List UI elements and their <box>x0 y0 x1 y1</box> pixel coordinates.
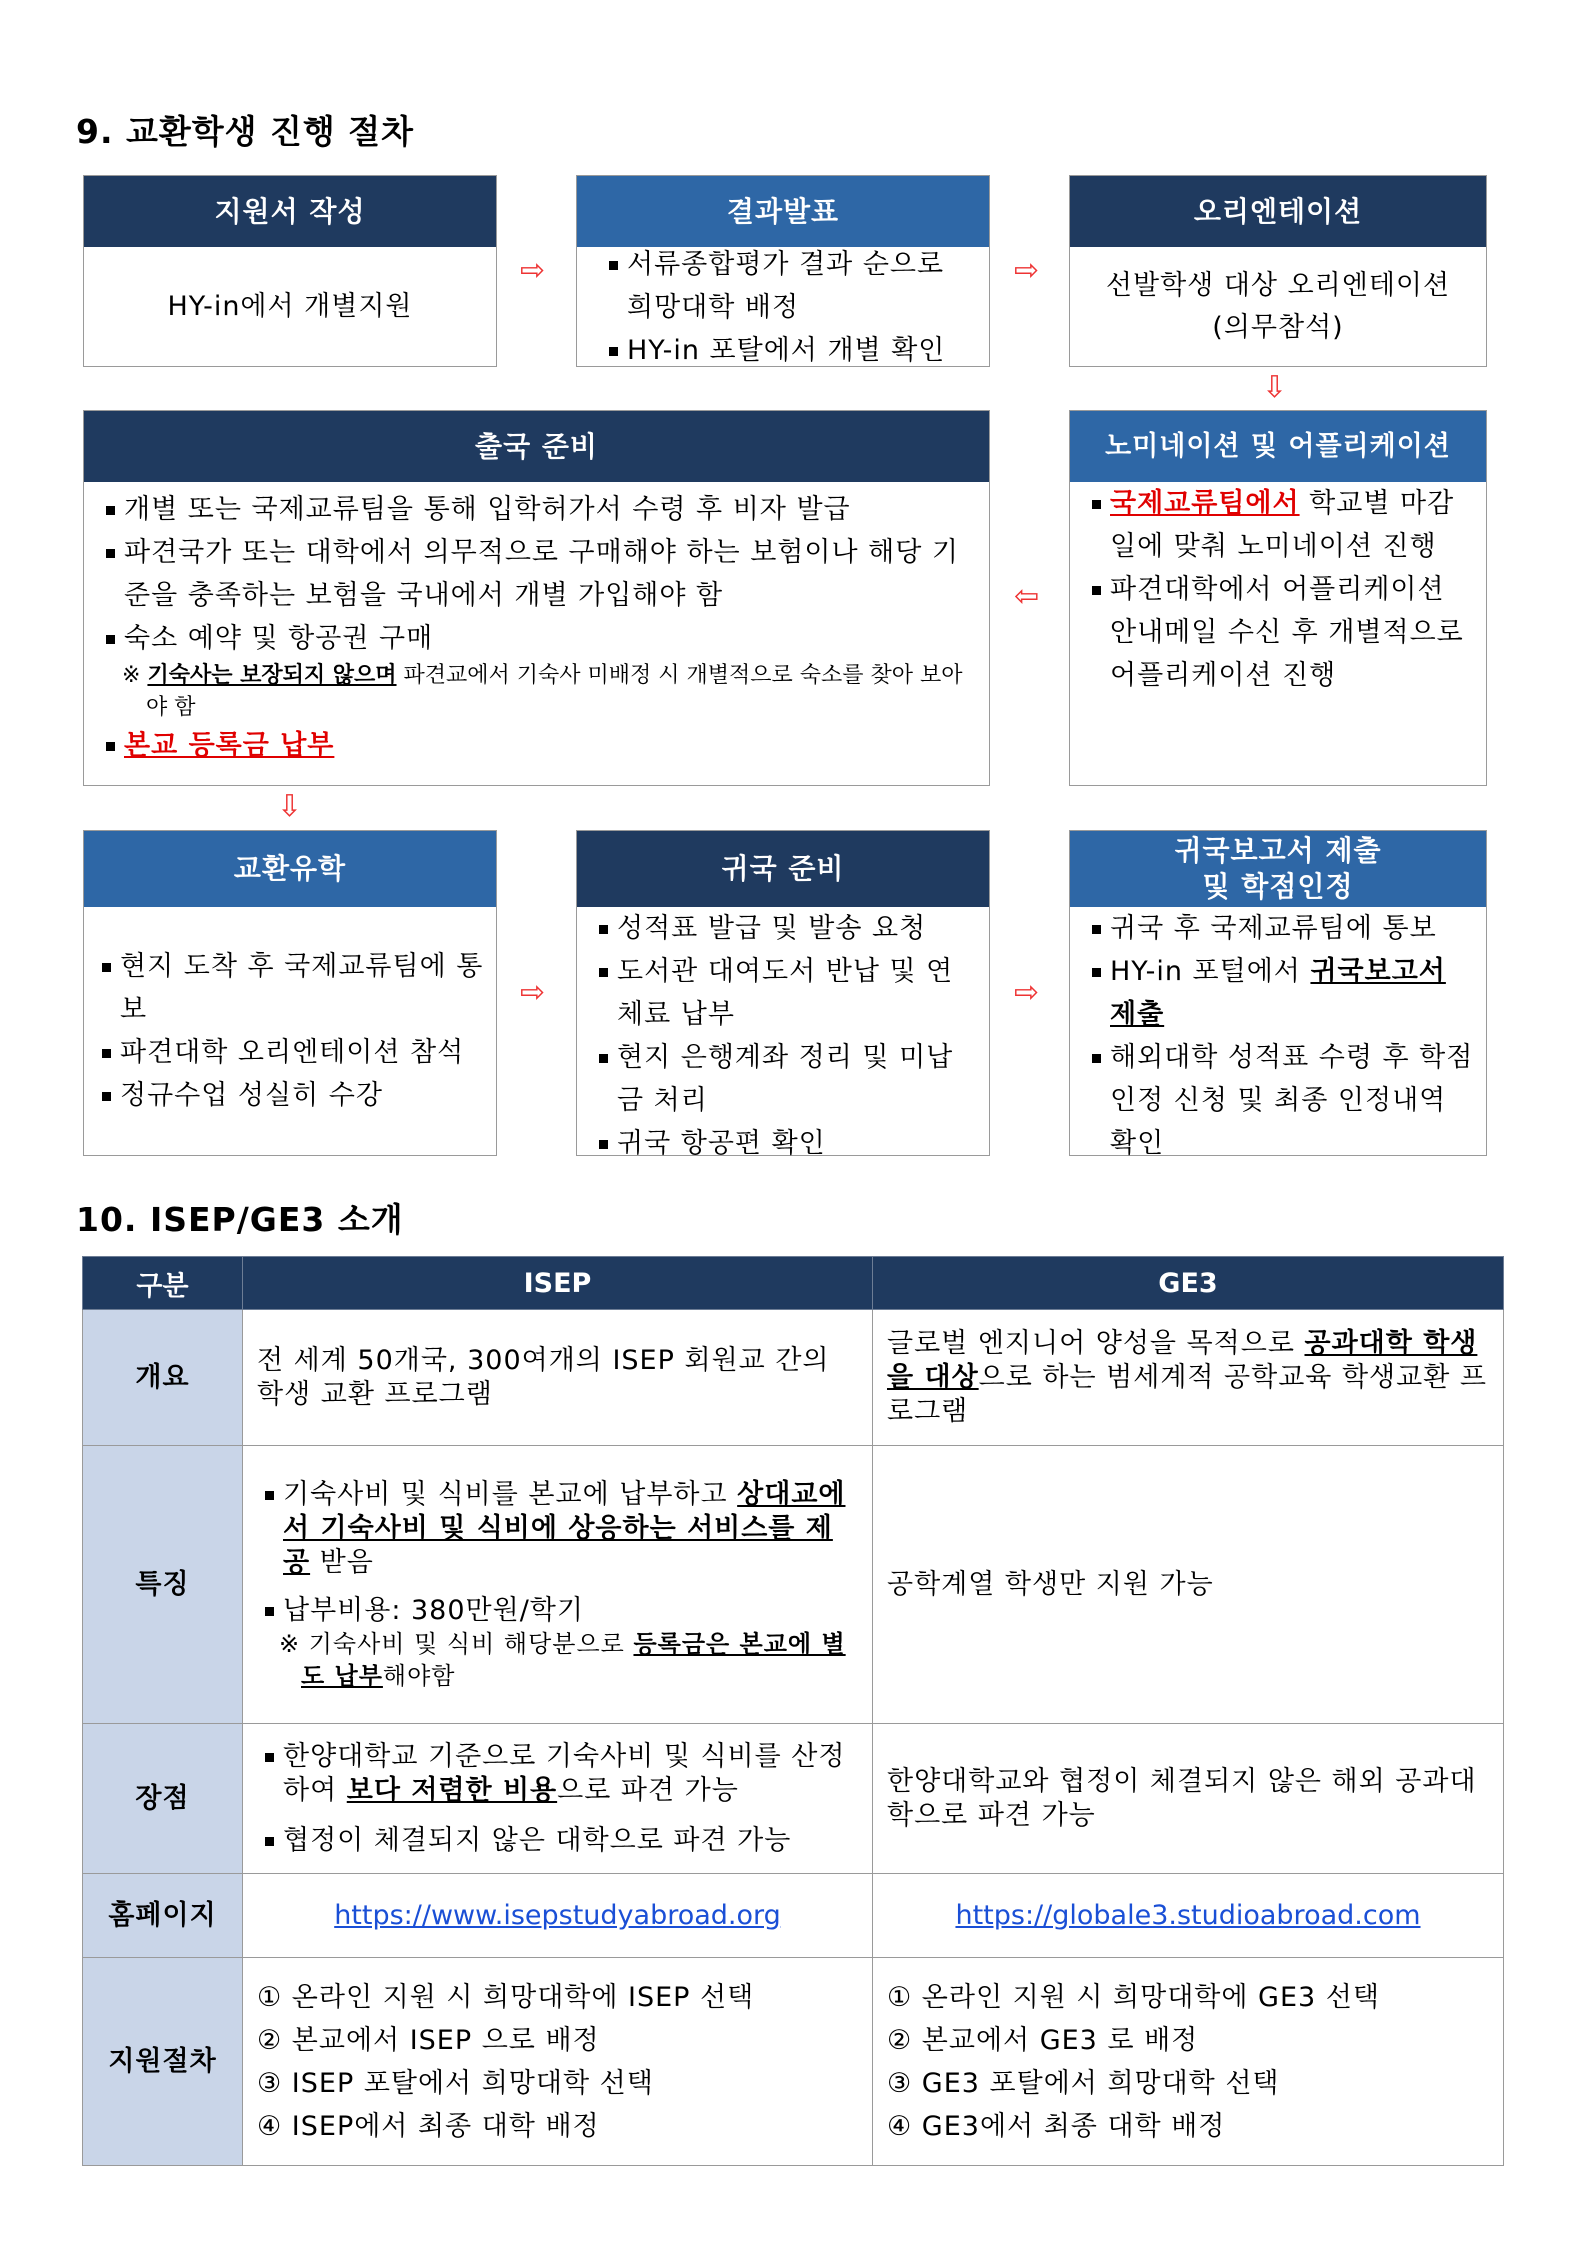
departure-item-tuition: 본교 등록금 납부 <box>102 724 975 767</box>
procedure-isep-step: ③ ISEP 포탈에서 희망대학 선택 <box>257 2067 654 2099</box>
col-header-isep: ISEP <box>243 1257 873 1310</box>
nomination-item: 국제교류팀에서 학교별 마감일에 맞춰 노미네이션 진행 <box>1088 482 1472 568</box>
exchange-item: 정규수업 성실히 수강 <box>98 1074 488 1117</box>
advantages-isep-item: 한양대학교 기준으로 기숙사비 및 식비를 산정하여 보다 저렴한 비용으로 파견 가능 <box>261 1740 858 1808</box>
arrow-right-icon: ⇨ <box>520 975 546 1010</box>
step-return-report <box>1069 830 1487 1159</box>
exchange-item: 파견대학 오리엔테이션 참석 <box>98 1031 488 1074</box>
isep-ge3-table <box>82 1256 1504 2166</box>
procedure-ge3-step: ① 온라인 지원 시 희망대학에 GE3 선택 <box>887 1981 1380 2013</box>
step-application <box>83 175 497 367</box>
procedure-isep-step: ② 본교에서 ISEP 으로 배정 <box>257 2024 600 2056</box>
advantages-ge3: 한양대학교와 협정이 체결되지 않은 해외 공과대학으로 파견 가능 <box>873 1724 1504 1874</box>
row-label-features: 특징 <box>83 1446 243 1724</box>
section-10-title: 10. ISEP/GE3 소개 <box>76 1200 404 1239</box>
features-ge3: 공학계열 학생만 지원 가능 <box>873 1446 1504 1724</box>
procedure-isep-step: ① 온라인 지원 시 희망대학에 ISEP 선택 <box>257 1981 755 2013</box>
overview-ge3: 글로벌 엔지니어 양성을 목적으로 공과대학 학생을 대상으로 하는 범세계적 공학교육 학생교환 프로그램 <box>873 1310 1504 1446</box>
features-isep-item: 납부비용: 380만원/학기 <box>261 1594 858 1628</box>
arrow-down-icon: ⇩ <box>277 789 303 824</box>
step-departure-prep <box>83 410 990 786</box>
results-item: HY-in 포탈에서 개별 확인 <box>605 329 961 372</box>
step-application-header: 지원서 작성 <box>84 176 496 247</box>
procedure-isep-step: ④ ISEP에서 최종 대학 배정 <box>257 2110 600 2142</box>
arrow-right-icon: ⇨ <box>1014 975 1040 1010</box>
step-return-report-header: 귀국보고서 제출 및 학점인정 <box>1070 831 1486 907</box>
row-label-overview: 개요 <box>83 1310 243 1446</box>
departure-item: 파견국가 또는 대학에서 의무적으로 구매해야 하는 보험이나 해당 기준을 충족하는 보험을 국내에서 개별 가입해야 함 <box>102 531 975 617</box>
advantages-isep-item: 협정이 체결되지 않은 대학으로 파견 가능 <box>261 1824 858 1858</box>
departure-item: 숙소 예약 및 항공권 구매 <box>102 617 975 660</box>
col-header-ge3: GE3 <box>873 1257 1504 1310</box>
col-header-category: 구분 <box>83 1257 243 1310</box>
arrow-right-icon: ⇨ <box>1014 253 1040 288</box>
results-item: 서류종합평가 결과 순으로 희망대학 배정 <box>605 243 961 329</box>
departure-note: ※ 기숙사는 보장되지 않으며 파견교에서 기숙사 미배정 시 개별적으로 숙소를 찾아 보아야 함 <box>122 663 963 720</box>
overview-isep: 전 세계 50개국, 300여개의 ISEP 회원교 간의 학생 교환 프로그램 <box>243 1310 873 1446</box>
report-item: HY-in 포털에서 귀국보고서 제출 <box>1088 950 1474 1036</box>
step-results <box>576 175 990 367</box>
step-nomination-header: 노미네이션 및 어플리케이션 <box>1070 411 1486 482</box>
report-item: 귀국 후 국제교류팀에 통보 <box>1088 907 1474 950</box>
ge3-homepage-link[interactable]: https://globale3.studioabroad.com <box>955 1899 1421 1931</box>
features-isep <box>243 1446 873 1724</box>
arrow-left-icon: ⇦ <box>1014 579 1040 614</box>
features-isep-item: 기숙사비 및 식비를 본교에 납부하고 상대교에서 기숙사비 및 식비에 상응하는 서비스를 제공 받음 <box>261 1478 858 1580</box>
orientation-line: 선발학생 대상 오리엔테이션 <box>1105 269 1451 301</box>
procedure-ge3-step: ④ GE3에서 최종 대학 배정 <box>887 2110 1226 2142</box>
step-exchange-study <box>83 830 497 1156</box>
exchange-item: 현지 도착 후 국제교류팀에 통보 <box>98 945 488 1031</box>
return-item: 도서관 대여도서 반납 및 연체료 납부 <box>595 950 975 1036</box>
procedure-ge3-step: ② 본교에서 GE3 로 배정 <box>887 2024 1199 2056</box>
arrow-right-icon: ⇨ <box>520 253 546 288</box>
return-item: 현지 은행계좌 정리 및 미납금 처리 <box>595 1036 975 1122</box>
step-nomination <box>1069 410 1487 786</box>
step-departure-prep-header: 출국 준비 <box>84 411 989 482</box>
arrow-down-icon: ⇩ <box>1262 370 1288 405</box>
row-label-advantages: 장점 <box>83 1724 243 1874</box>
section-9-title: 9. 교환학생 진행 절차 <box>76 112 414 151</box>
report-item: 해외대학 성적표 수령 후 학점인정 신청 및 최종 인정내역 확인 <box>1088 1036 1474 1165</box>
step-orientation-header: 오리엔테이션 <box>1070 176 1486 247</box>
return-item: 귀국 항공편 확인 <box>595 1122 975 1165</box>
step-return-prep <box>576 830 990 1159</box>
procedure-isep <box>243 1958 873 2166</box>
row-label-procedure: 지원절차 <box>83 1958 243 2166</box>
row-label-homepage: 홈페이지 <box>83 1874 243 1958</box>
features-isep-note: ※ 기숙사비 및 식비 해당분으로 등록금은 본교에 별도 납부해야함 <box>279 1629 846 1690</box>
step-exchange-study-header: 교환유학 <box>84 831 496 907</box>
isep-homepage-link[interactable]: https://www.isepstudyabroad.org <box>334 1899 781 1931</box>
return-item: 성적표 발급 및 발송 요청 <box>595 907 975 950</box>
step-application-body: HY-in에서 개별지원 <box>167 291 413 322</box>
orientation-line: (의무참석) <box>1212 311 1344 343</box>
departure-item: 개별 또는 국제교류팀을 통해 입학허가서 수령 후 비자 발급 <box>102 488 975 531</box>
step-orientation <box>1069 175 1487 367</box>
step-return-prep-header: 귀국 준비 <box>577 831 989 907</box>
procedure-ge3-step: ③ GE3 포탈에서 희망대학 선택 <box>887 2067 1280 2099</box>
procedure-ge3 <box>873 1958 1504 2166</box>
nomination-item: 파견대학에서 어플리케이션 안내메일 수신 후 개별적으로 어플리케이션 진행 <box>1088 568 1472 697</box>
advantages-isep <box>243 1724 873 1874</box>
step-results-header: 결과발표 <box>577 176 989 247</box>
